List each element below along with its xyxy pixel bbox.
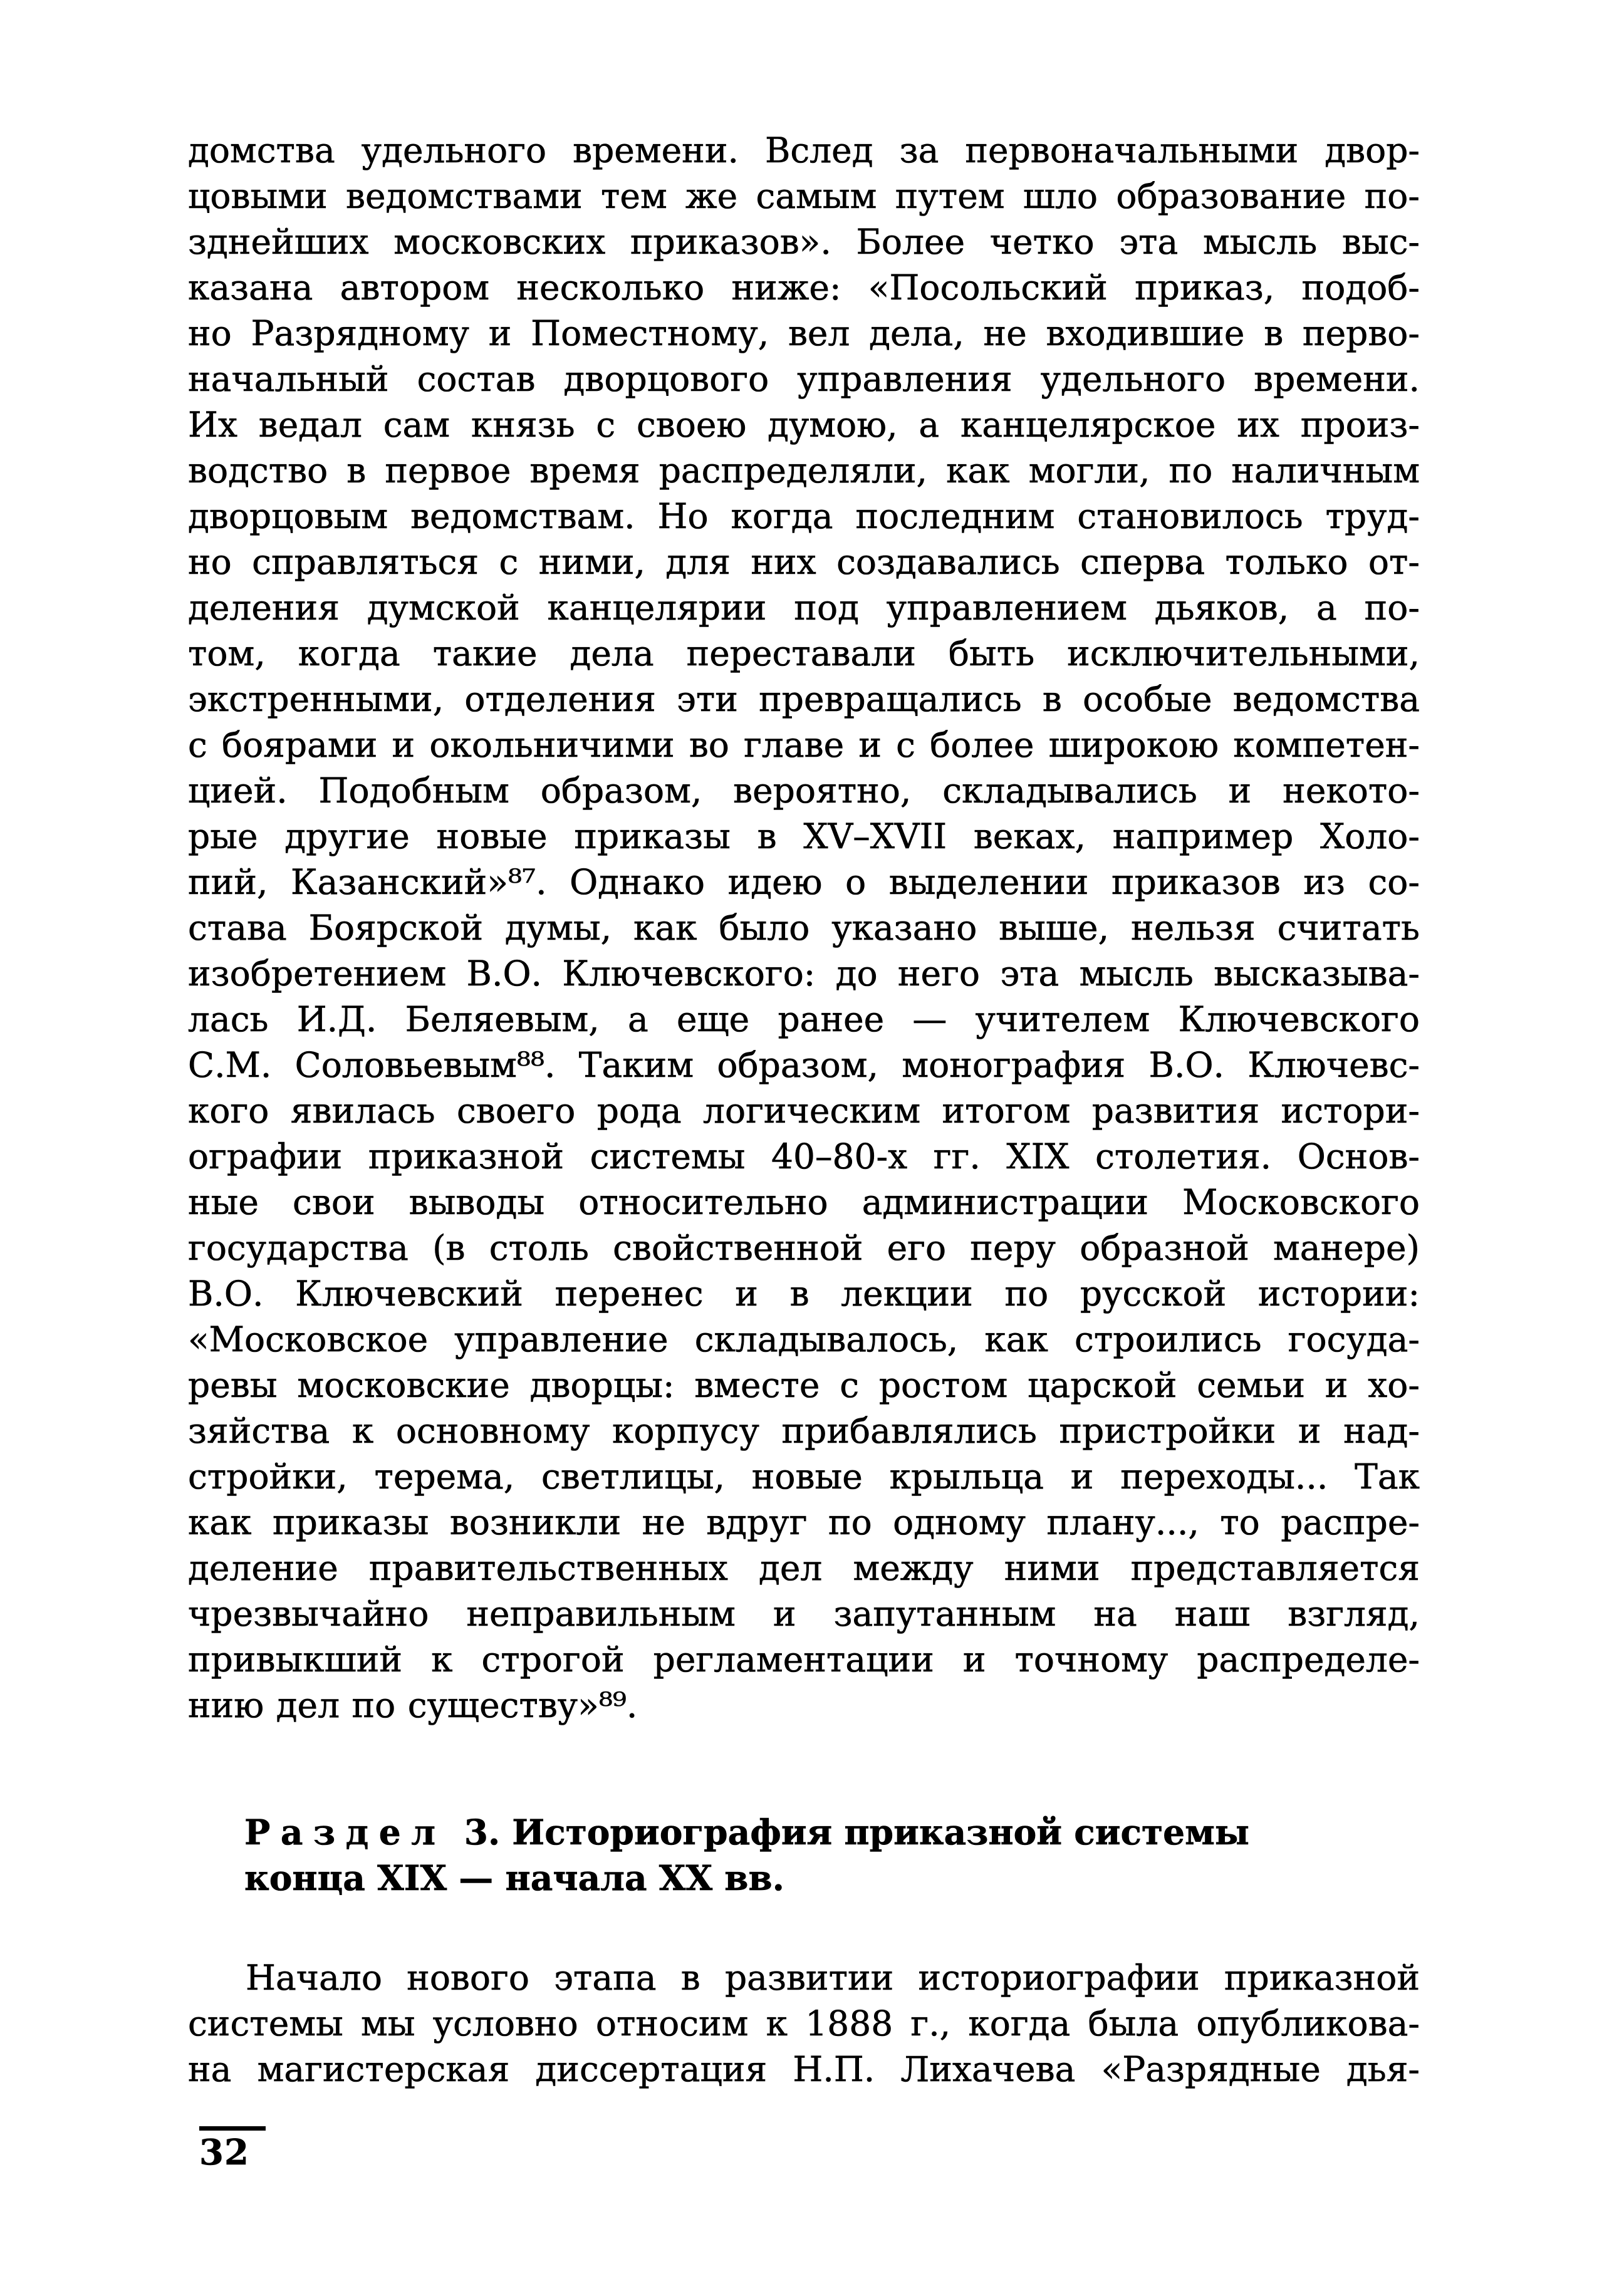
text-line: стройки, терема, светлицы, новые крыльца и переходы... Так: [188, 1457, 1420, 1497]
text-line: водство в первое время распределяли, как могли, по наличным: [188, 450, 1420, 491]
page-number: 32: [199, 2132, 249, 2173]
text-line: цией. Подобным образом, вероятно, складывались и некото-: [188, 771, 1420, 811]
text-line: ревы московские дворцы: вместе с ростом царской семьи и хо-: [188, 1365, 1420, 1405]
text-line: Начало нового этапа в развитии историографии приказной: [246, 1958, 1420, 1998]
section-heading-number: 3.: [464, 1812, 501, 1852]
text-line: С.М. Соловьевым⁸⁸. Таким образом, монография В.О. Ключевс-: [188, 1045, 1420, 1085]
body-text: [188, 128, 1420, 1728]
text-line: экстренными, отделения эти превращались в особые ведомства: [188, 679, 1420, 719]
text-line: Их ведал сам князь с своею думою, а канцелярское их произ-: [188, 405, 1420, 445]
section-heading-title: Историография приказной системы: [512, 1812, 1249, 1852]
text-line: дворцовым ведомствам. Но когда последним становилось труд-: [188, 496, 1420, 536]
section-heading: [244, 1809, 1422, 1901]
text-line: рые другие новые приказы в XV–XVII веках, например Холо-: [188, 816, 1420, 856]
text-line: казана автором несколько ниже: «Посольский приказ, подоб-: [188, 268, 1420, 308]
section-heading-line2: конца XIX — начала XX вв.: [244, 1857, 784, 1898]
text-line: В.О. Ключевский перенес и в лекции по русской истории:: [188, 1274, 1420, 1314]
text-line: на магистерская диссертация Н.П. Лихачева «Разрядные дья-: [188, 2049, 1420, 2089]
text-line: ографии приказной системы 40–80-х гг. XIX столетия. Основ-: [188, 1136, 1420, 1177]
text-line: кого явилась своего рода логическим итогом развития истори-: [188, 1091, 1420, 1131]
text-line: зяйства к основному корпусу прибавлялись пристройки и над-: [188, 1411, 1420, 1451]
section-heading-word: Раздел: [244, 1812, 446, 1852]
text-line: изобретением В.О. Ключевского: до него эта мысль высказыва-: [188, 953, 1420, 994]
text-line: том, когда такие дела переставали быть исключительными,: [188, 633, 1420, 673]
text-line: цовыми ведомствами тем же самым путем шло образование по-: [188, 176, 1420, 216]
text-line: пий, Казанский»⁸⁷. Однако идею о выделении приказов из со-: [188, 862, 1420, 902]
text-line: става Боярской думы, как было указано выше, нельзя считать: [188, 908, 1420, 948]
text-line: лась И.Д. Беляевым, а еще ранее — учителем Ключевского: [188, 999, 1420, 1039]
text-line: с боярами и окольничими во главе и с более широкою компетен-: [188, 725, 1420, 765]
text-line: как приказы возникли не вдруг по одному плану..., то распре-: [188, 1502, 1420, 1542]
text-line: но Разрядному и Поместному, вел дела, не входившие в перво-: [188, 313, 1420, 353]
text-line: начальный состав дворцового управления удельного времени.: [188, 359, 1420, 399]
footer-rule: [199, 2126, 266, 2131]
text-line: деления думской канцелярии под управлением дьяков, а по-: [188, 588, 1420, 628]
text-line: привыкший к строгой регламентации и точному распределе-: [188, 1639, 1420, 1680]
text-line: домства удельного времени. Вслед за первоначальными двор-: [188, 130, 1420, 170]
text-line: чрезвычайно неправильным и запутанным на наш взгляд,: [188, 1594, 1420, 1634]
text-line: ные свои выводы относительно администрации Московского: [188, 1182, 1420, 1222]
text-line: деление правительственных дел между ними представляется: [188, 1548, 1420, 1588]
text-line: но справляться с ними, для них создавались сперва только от-: [188, 542, 1420, 582]
text-line: «Московское управление складывалось, как строились госуда-: [188, 1319, 1420, 1359]
text-line: зднейших московских приказов». Более четко эта мысль выс-: [188, 222, 1420, 262]
section-heading-line1: [244, 1809, 1422, 1855]
text-line: системы мы условно относим к 1888 г., когда была опубликова-: [188, 2003, 1420, 2044]
text-line: государства (в столь свойственной его перу образной манере): [188, 1228, 1420, 1268]
text-line: нию дел по существу»⁸⁹.: [188, 1685, 638, 1725]
section-paragraph: [188, 1955, 1420, 2092]
page-footer: [199, 2126, 266, 2173]
